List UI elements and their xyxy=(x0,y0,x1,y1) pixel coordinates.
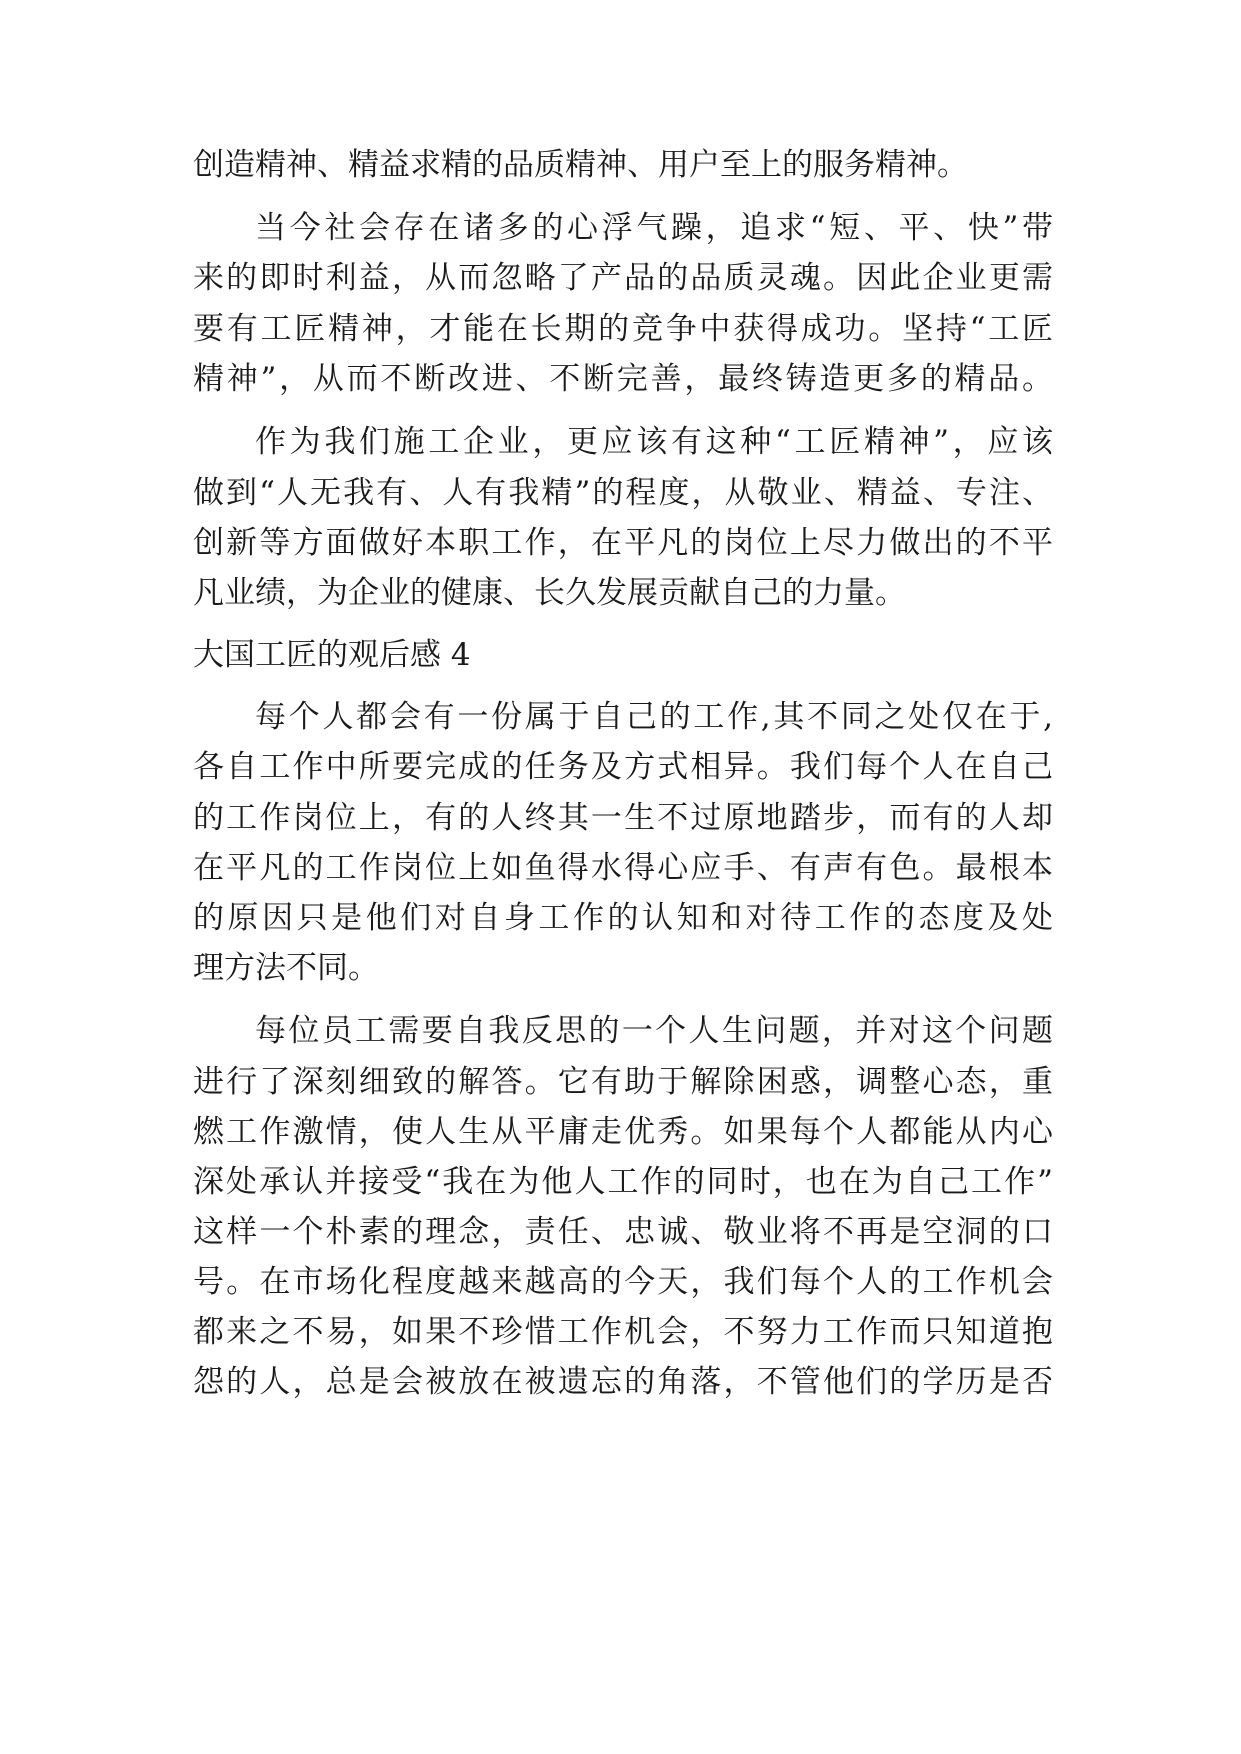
text-line: 燃工作激情，使人生从平庸走优秀。如果每个人都能从内心 xyxy=(193,1114,1053,1150)
text-line: 这样一个朴素的理念，责任、忠诚、敬业将不再是空洞的口 xyxy=(193,1214,1053,1250)
text-line: 理方法不同。 xyxy=(193,950,379,986)
paragraph-first-line: 每个人都会有一份属于自己的工作,其不同之处仅在于, xyxy=(255,699,1053,735)
text-line: 精神”，从而不断改进、不断完善，最终铸造更多的精品。 xyxy=(193,361,1053,397)
text-line: 做到“人无我有、人有我精”的程度，从敬业、精益、专注、 xyxy=(193,475,1053,511)
section-heading: 大国工匠的观后感 4 xyxy=(193,637,471,673)
text-line: 要有工匠精神，才能在长期的竞争中获得成功。坚持“工匠 xyxy=(193,311,1053,347)
paragraph-first-line: 当今社会存在诸多的心浮气躁，追求“短、平、快”带 xyxy=(255,210,1053,246)
text-line: 都来之不易，如果不珍惜工作机会，不努力工作而只知道抱 xyxy=(193,1314,1053,1350)
text-line: 在平凡的工作岗位上如鱼得水得心应手、有声有色。最根本 xyxy=(193,850,1053,886)
text-line: 深处承认并接受“我在为他人工作的同时，也在为自己工作” xyxy=(193,1164,1053,1200)
text-line: 创新等方面做好本职工作，在平凡的岗位上尽力做出的不平 xyxy=(193,525,1053,561)
text-line: 来的即时利益，从而忽略了产品的品质灵魂。因此企业更需 xyxy=(193,260,1053,296)
text-line: 创造精神、精益求精的品质精神、用户至上的服务精神。 xyxy=(193,147,968,183)
text-line: 怨的人，总是会被放在被遗忘的角落，不管他们的学历是否 xyxy=(193,1364,1053,1400)
text-line: 各自工作中所要完成的任务及方式相异。我们每个人在自己 xyxy=(193,749,1053,785)
text-line: 号。在市场化程度越来越高的今天，我们每个人的工作机会 xyxy=(193,1264,1053,1300)
text-line: 凡业绩，为企业的健康、长久发展贡献自己的力量。 xyxy=(193,575,906,611)
text-line: 的原因只是他们对自身工作的认知和对待工作的态度及处 xyxy=(193,900,1053,936)
paragraph-first-line: 作为我们施工企业，更应该有这种“工匠精神”，应该 xyxy=(255,424,1053,460)
text-line: 的工作岗位上，有的人终其一生不过原地踏步，而有的人却 xyxy=(193,800,1053,836)
text-line: 进行了深刻细致的解答。它有助于解除困惑，调整心态，重 xyxy=(193,1064,1053,1100)
paragraph-first-line: 每位员工需要自我反思的一个人生问题，并对这个问题 xyxy=(255,1013,1053,1049)
